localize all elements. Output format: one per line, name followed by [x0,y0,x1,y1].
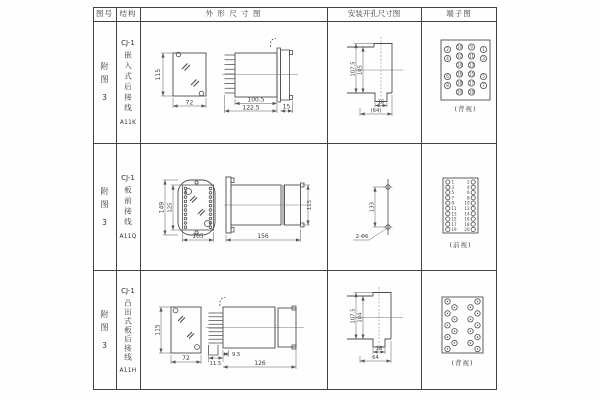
svg-text:9: 9 [451,200,455,206]
view-label: (背视) [454,105,477,113]
svg-text:6: 6 [446,74,449,80]
dimension-label: 149 [158,201,166,214]
install-drawing-a11k [327,21,421,143]
dimension-label: 105 [192,233,204,240]
svg-text:3: 3 [482,56,485,62]
structure-model: CJ-1 [121,173,135,182]
svg-text:2: 2 [466,179,470,185]
svg-text:13: 13 [468,62,475,68]
fig-number: 3 [102,341,107,350]
dimension-label: 16 [377,99,385,106]
svg-text:17: 17 [468,80,475,86]
front-view [159,180,216,242]
dimension-label: 115 [307,199,313,211]
terminal-diagram-a11k [421,21,497,143]
dimension-label: 16 [375,346,383,352]
dimension-label: (64) [370,108,382,114]
install-drawing-a11q [327,143,421,270]
dimension-label: 72 [185,99,194,107]
fig-no-cell-a11k [93,21,116,143]
header-structure: 结构 [119,9,137,18]
front-view [155,307,202,364]
svg-text:10: 10 [464,200,470,206]
dimension-label: 9.5 [232,351,241,358]
hole-note-label: 2-Φ6 [355,234,369,240]
dimension-label: 126 [254,360,266,367]
structure-name: 凸出式板后接线 [123,298,133,362]
svg-text:15: 15 [468,71,475,77]
header-fig-no: 图号 [96,9,113,18]
svg-text:1: 1 [451,179,455,185]
dimension-label: 125 [167,202,174,213]
svg-text:7: 7 [482,83,485,89]
fig-number: 3 [102,93,107,102]
svg-text:12: 12 [464,206,470,211]
svg-text:12: 12 [456,53,463,59]
structure-model: CJ-1 [121,286,135,295]
structure-cell-a11q [116,143,140,270]
dimension-label: 64 [372,355,379,361]
svg-text:16: 16 [464,216,470,222]
svg-text:4: 4 [466,184,470,190]
structure-code: A11Q [119,233,137,240]
svg-text:17: 17 [451,221,457,227]
terminal-diagram-a11h [421,270,497,390]
svg-text:6: 6 [466,190,470,196]
svg-text:11: 11 [451,206,457,211]
install-drawing-a11h [327,270,421,390]
svg-text:5: 5 [482,74,485,80]
svg-text:19: 19 [451,227,457,233]
side-view [222,38,298,113]
svg-text:14: 14 [464,211,470,217]
structure-model: CJ-1 [121,38,135,47]
terminal-numbers [452,180,470,233]
terminal-strip-dots [184,187,212,228]
dimension-label: 15 [282,103,291,111]
header-install: 安装开孔尺寸图 [347,9,401,18]
svg-text:9: 9 [470,44,473,50]
svg-text:20: 20 [456,89,463,95]
side-view [206,297,304,369]
terminal-diagram-a11q [421,143,497,270]
outline-drawing-a11k [140,21,327,143]
dimension-label: 133 [369,201,376,213]
terminal-circles [444,44,486,95]
dimension-label: 156 [257,233,269,240]
dimension-label: 107.5 [350,61,357,77]
dimension-label: 115 [155,68,162,81]
header-outline: 外 形 尺 寸 图 [205,9,262,18]
outline-drawing-a11q [140,143,327,270]
svg-text:13: 13 [451,211,457,217]
front-view [155,52,206,108]
svg-text:15: 15 [451,216,457,222]
svg-text:20: 20 [464,227,470,233]
svg-text:10: 10 [456,44,463,50]
terminal-circles [445,299,480,352]
view-label: (背视) [451,359,474,367]
structure-name: 嵌入式后接线 [123,50,133,114]
view-label: (前视) [449,241,472,249]
fig-no-cell-a11h [93,270,116,390]
side-view [224,177,313,242]
dimension-label: 104 [357,312,364,323]
structure-code: A11H [119,367,137,374]
structure-cell-a11k [116,21,140,143]
structure-name: 板前接线 [123,185,133,228]
svg-text:2: 2 [446,47,449,53]
dimension-label: 115 [154,324,162,336]
dimension-label: 105 [357,64,364,76]
terminal-numbers [446,45,485,95]
fig-label: 附图 [100,310,109,336]
svg-text:8: 8 [466,195,470,201]
terminal-circles [446,180,476,232]
structure-cell-a11h [116,270,140,390]
fig-number: 3 [102,217,107,227]
fig-label: 附图 [100,62,109,88]
fig-no-cell-a11q [93,143,116,270]
svg-text:16: 16 [456,71,463,77]
dimension-label: 107.5 [350,308,357,324]
structure-code: A11K [119,119,137,126]
svg-text:19: 19 [468,89,475,95]
svg-text:11: 11 [468,53,475,59]
svg-text:18: 18 [456,80,463,86]
svg-text:3: 3 [451,184,455,190]
outline-drawing-a11h [140,270,327,390]
svg-text:7: 7 [451,195,455,201]
svg-text:14: 14 [456,62,463,68]
svg-text:5: 5 [451,190,455,196]
header-terminal: 端子图 [446,9,472,18]
dimension-label: 72 [182,355,190,362]
svg-text:8: 8 [446,83,449,89]
dimension-label: 11.5 [209,361,222,367]
svg-text:18: 18 [464,221,470,227]
svg-text:1: 1 [482,47,485,53]
dimension-label: 100.5 [247,96,265,104]
svg-text:4: 4 [446,56,449,62]
fig-label: 附图 [100,186,109,213]
dimension-label: 122.5 [242,104,260,112]
